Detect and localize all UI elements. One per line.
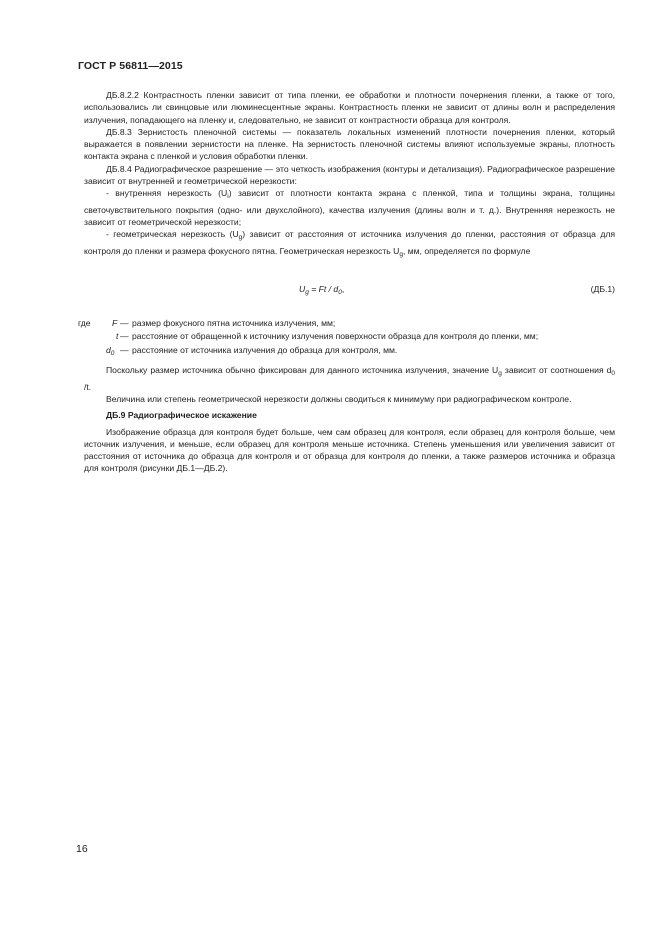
formula-expression bbox=[299, 283, 344, 299]
text-part: - внутренняя нерезкость (U bbox=[106, 188, 228, 199]
paragraph-db-8-4: ДБ.8.4 Радиографическое разрешение — это четкость изображения (контуры и детализация). Радиографическое разрешение зависит от внутренней и геометрической нерезкости: bbox=[84, 163, 615, 187]
formula-db-1 bbox=[84, 283, 615, 299]
where-symbol bbox=[106, 344, 114, 360]
where-dash: — bbox=[120, 344, 129, 355]
subscript: g bbox=[305, 288, 309, 296]
text-part: ) зависит от расстояния от источника излучения до пленки, расстояния от образца для контроля до пленки и размера фокусного пятна. Геометрическая нерезкость U bbox=[84, 229, 615, 256]
where-definition: расстояние от обращенной к источнику излучения поверхности образца для контроля до пленки, мм; bbox=[132, 331, 539, 342]
subscript: i bbox=[227, 193, 229, 201]
subscript: g bbox=[238, 234, 243, 242]
where-label: где bbox=[78, 317, 91, 328]
where-row-f bbox=[78, 317, 615, 331]
subscript: 0 bbox=[611, 370, 615, 378]
formula-number: (ДБ.1) bbox=[590, 283, 615, 294]
where-definition: размер фокусного пятна источника излучения, мм; bbox=[132, 317, 336, 328]
subscript: 0 bbox=[338, 288, 342, 296]
where-dash: — bbox=[120, 317, 129, 328]
paragraph-distortion: Изображение образца для контроля будет больше, чем сам образец для контроля, если образец для контроля больше, чем источник излучения, и меньше, если образец для контроля меньше источника. Степень уменьшения или увеличения зависит от расстояния от источника до образца для контроля и от образца для контроля до пленки, а также размеров источника и образца для контроля (рисунки ДБ.1—ДБ.2). bbox=[84, 426, 615, 474]
paragraph-geometric-unsharpness bbox=[84, 228, 615, 261]
text-part: ) зависит от плотности контакта экрана с пленкой, типа и толщины экрана, толщины светочувствительного покрытия (одно- или двухслойного), качества излучения (длины волн и т. д.). Внутренняя нерезкость не зависит от геометрической нерезкости; bbox=[84, 188, 615, 227]
formula-lhs: U bbox=[299, 283, 306, 294]
section-heading-db-9: ДБ.9 Радиографическое искажение bbox=[106, 410, 257, 421]
paragraph-db-8-2-2: ДБ.8.2.2 Контрастность пленки зависит от типа пленки, ее обработки и плотности почернения пленки, а также от того, использовались ли свинцовые или люминесцентные экраны. Контрастность пленки не зависит от длины волн и распределения излучения, попадающего на пленку и, следовательно, не зависит от контрастности образца для контроля. bbox=[84, 90, 615, 125]
text-part: - геометрическая нерезкость (U bbox=[106, 229, 239, 240]
where-row-t bbox=[84, 330, 615, 344]
paragraph-db-8-3: ДБ.8.3 Зернистость пленочной системы — показатель локальных изменений плотности почернения пленки, который выражается в появлении зернистости на пленке. На зернистость пленочной системы влияют используемые экраны, плотность контакта экрана с пленкой и условия обработки пленки. bbox=[84, 126, 615, 162]
text-part: /t. bbox=[84, 381, 92, 392]
where-symbol: F bbox=[112, 317, 118, 328]
where-row-d0 bbox=[84, 344, 615, 358]
text-part: , мм, определяется по формуле bbox=[402, 245, 531, 256]
text-part: зависит от соотношения d bbox=[501, 365, 612, 376]
subscript: g bbox=[498, 370, 502, 378]
formula-rhs: = Ft / d bbox=[308, 283, 339, 294]
formula-tail: , bbox=[341, 283, 345, 294]
text-part: Поскольку размер источника обычно фиксирован для данного источника излучения, значение U bbox=[106, 365, 499, 376]
symbol-main: d bbox=[106, 344, 111, 355]
page-number: 16 bbox=[76, 843, 88, 855]
paragraph-source-size bbox=[84, 364, 615, 393]
document-header: ГОСТ Р 56811—2015 bbox=[78, 60, 183, 72]
paragraph-minimize: Величина или степень геометрической нерезкости должны сводиться к минимуму при радиографическом контроле. bbox=[106, 393, 572, 404]
where-definition: расстояние от источника излучения до образца для контроля, мм. bbox=[132, 344, 398, 355]
subscript: g bbox=[399, 250, 403, 258]
where-dash: — bbox=[120, 331, 129, 342]
paragraph-internal-unsharpness bbox=[84, 187, 615, 228]
where-symbol: t bbox=[116, 331, 119, 342]
subscript: 0 bbox=[110, 349, 115, 357]
document-body bbox=[78, 89, 615, 475]
